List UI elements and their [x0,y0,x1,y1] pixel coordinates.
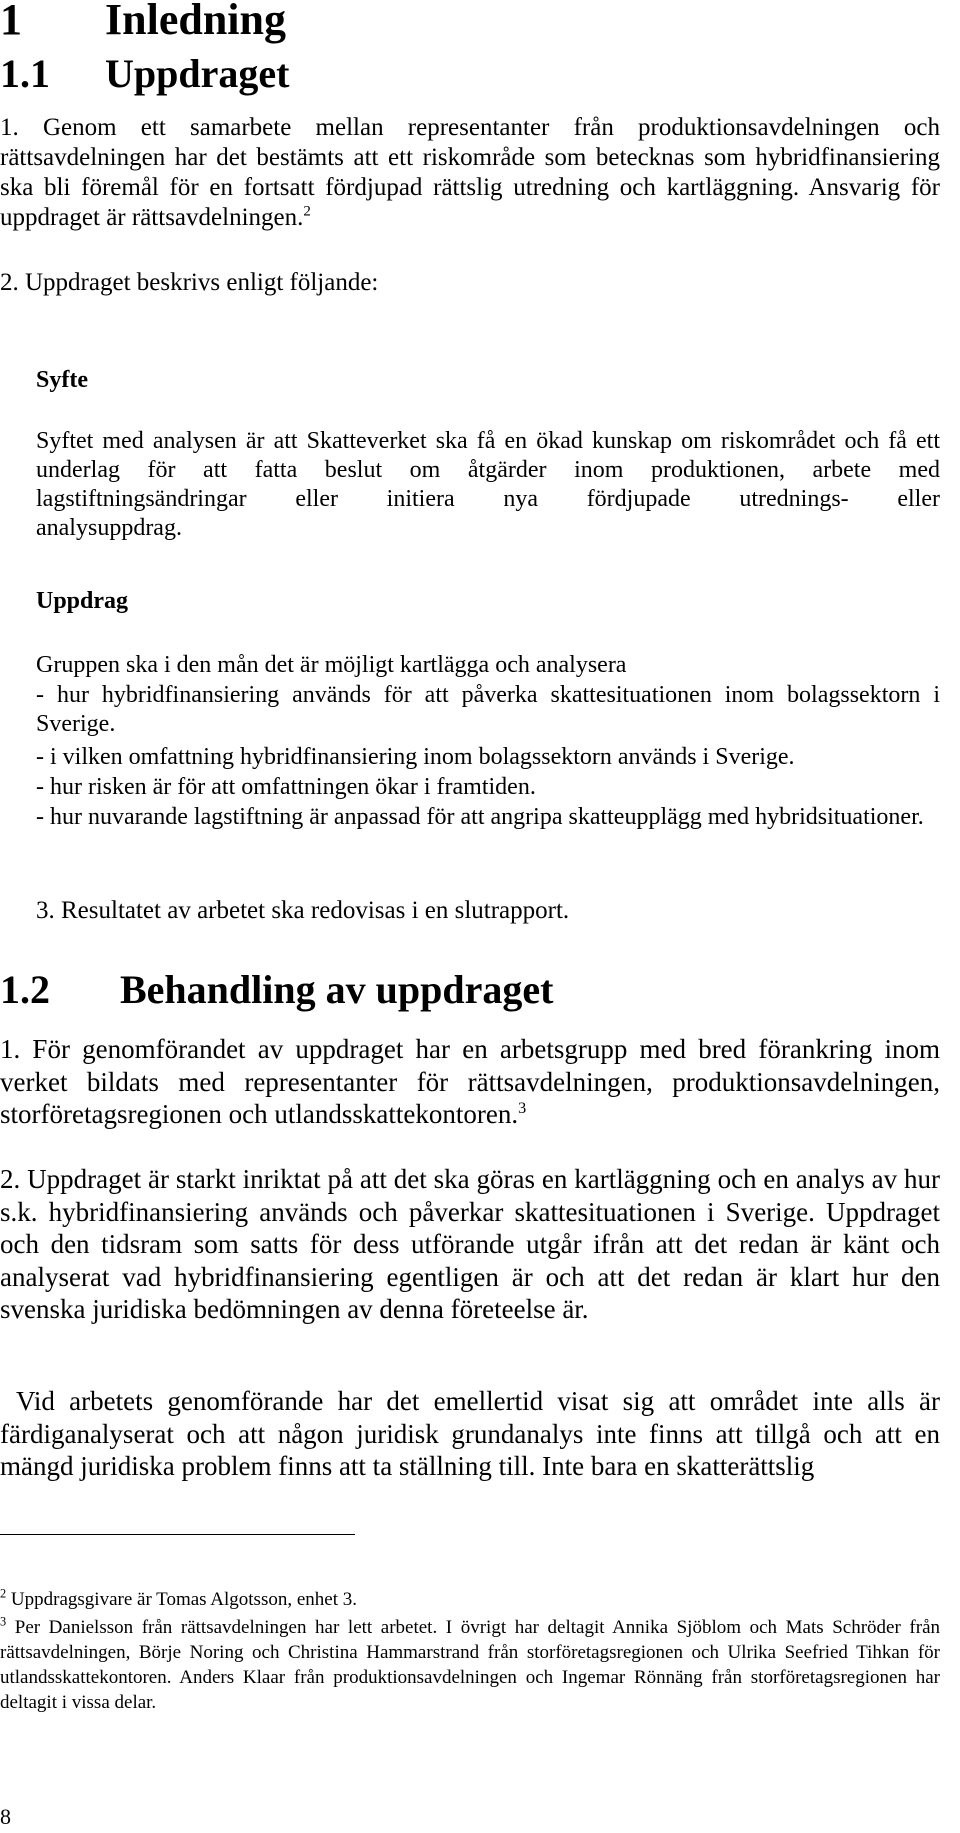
paragraph-3: 3. Resultatet av arbetet ska redovisas i en slutrapport. [36,897,570,924]
paragraph-text: 1. Genom ett samarbete mellan representanter från produktionsavdelningen och rättsavdelningen har det bestämts att ett riskområde som betecknas som hybridfinansiering ska bli föremål för en fortsatt fördjupad rättslig utredning och kartläggning. Ansvarig för uppdraget är rättsavdelningen. [0,114,940,231]
section-number: 1.1 [0,51,50,96]
chapter-title: Inledning [105,0,286,44]
footnote-ref: 3 [518,1099,527,1117]
paragraph-5: 2. Uppdraget är starkt inriktat på att det ska göras en kartläggning och en analys av hur s.k. hybridfinansiering används och påverkar skattesituationen i Sverige. Uppdraget och den tidsram som satts för dess utförande utgår ifrån att det redan är känt och analyserat vad hybridfinansiering egentligen är och att det redan är klart hur den svenska juridiska bedömningen av denna företeelse är. [0,1164,940,1324]
chapter-number: 1 [0,0,22,44]
paragraph-4 [0,1033,940,1131]
footnote-text: Per Danielsson från rättsavdelningen har lett arbetet. I övrigt har deltagit Annika Sjöblom och Mats Schröder från rättsavdelningen, Börje Noring och Christina Hammarstrand från storföretagsregionen och Ulrika Seefried Tihkan för utlandsskattekontoren. Anders Klaar från produktionsavdelningen och Ingemar Rönnäng från storföretagsregionen har deltagit i vissa delar. [0,1617,940,1713]
paragraph-2: 2. Uppdraget beskrivs enligt följande: [0,269,379,296]
syfte-text-last: analysuppdrag. [36,515,182,541]
paragraph-6: Vid arbetets genomförande har det emellertid visat sig att området inte alls är färdiganalyserat och att någon juridisk grundanalys inte finns att tillgå och att en mängd juridiska problem finns att ta ställning till. Inte bara en skatterättslig [0,1386,940,1481]
footnote-text: Uppdragsgivare är Tomas Algotsson, enhet 3. [10,1589,357,1610]
section-title: Uppdraget [105,51,290,96]
subheading-syfte: Syfte [36,367,88,393]
section-heading-1-2 [0,968,900,1012]
subheading-uppdrag: Uppdrag [36,588,129,614]
section-number: 1.2 [0,967,50,1012]
paragraph-1 [0,113,940,233]
paragraph-text: 1. För genomförandet av uppdraget har en arbetsgrupp med bred förankring inom verket bildats med representanter för rättsavdelningen, produktionsavdelningen, storföretagsregionen och utlandsskattekontoren. [0,1034,940,1129]
syfte-text: Syftet med analysen är att Skatteverket ska få en ökad kunskap om riskområdet och få ett underlag för att fatta beslut om åtgärder inom produktionen, arbete med lagstiftningsändringar eller initiera nya fördjupade utrednings- eller [36,428,940,512]
uppdrag-item-1: - hur hybridfinansiering används för att påverka skattesituationen inom bolagssektorn i Sverige. [36,682,940,737]
footnote-mark: 3 [0,1614,7,1629]
uppdrag-item-4: - hur nuvarande lagstiftning är anpassad för att angripa skatteupplägg med hybridsituationer. [36,804,924,830]
footnote-ref: 2 [303,203,311,220]
page-number: 8 [0,1804,11,1829]
footnote-mark: 2 [0,1586,7,1601]
footnote-2 [0,1587,940,1612]
section-title: Behandling av uppdraget [120,967,554,1012]
paragraph-syfte [36,427,940,543]
section-heading-1-1 [0,52,900,96]
uppdrag-item-2: - i vilken omfattning hybridfinansiering inom bolagssektorn används i Sverige. [36,744,795,770]
uppdrag-intro: Gruppen ska i den mån det är möjligt kartlägga och analysera [36,652,627,678]
footnote-3 [0,1615,940,1715]
footnote-separator [0,1534,355,1535]
uppdrag-item-3: - hur risken är för att omfattningen ökar i framtiden. [36,774,536,800]
chapter-heading [0,0,900,44]
